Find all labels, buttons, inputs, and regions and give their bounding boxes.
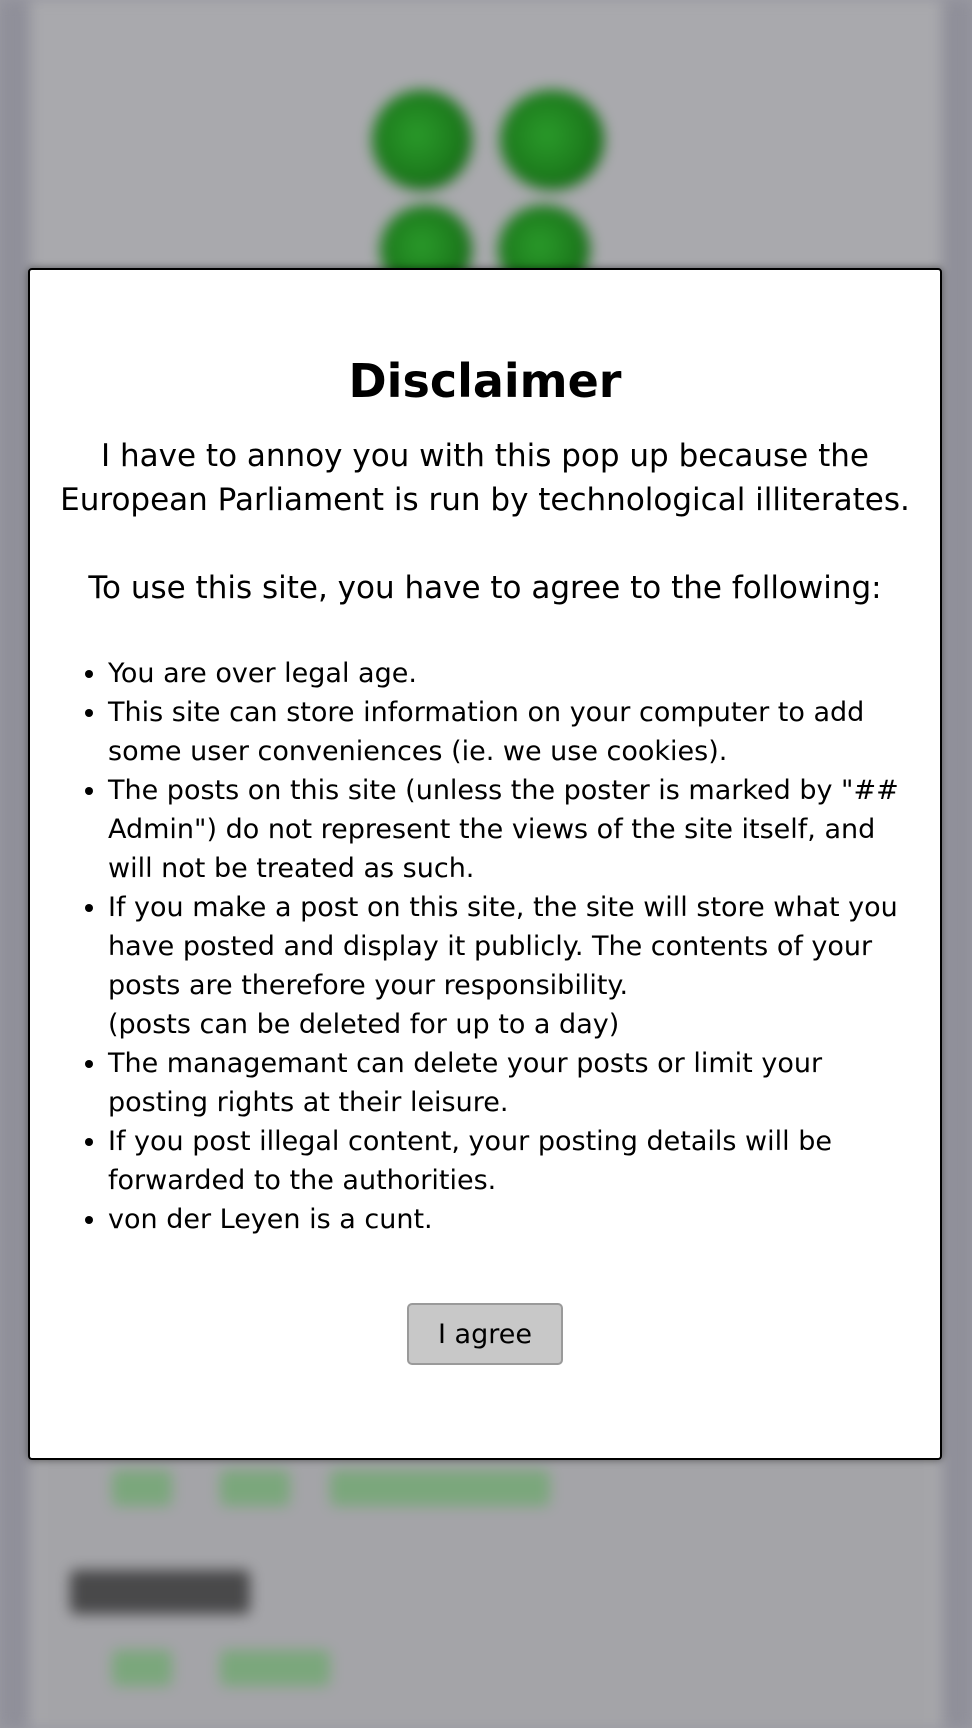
disclaimer-modal	[28, 268, 942, 1460]
agree-button-container	[30, 1303, 940, 1365]
logo-clover-leaf-icon	[372, 90, 472, 190]
term-item	[108, 693, 900, 771]
terms-list	[30, 654, 900, 1239]
background-link	[330, 1470, 550, 1506]
background-link	[220, 1650, 330, 1686]
term-item	[108, 654, 900, 693]
modal-lead-text: To use this site, you have to agree to the following:	[88, 570, 882, 606]
term-item	[108, 771, 900, 888]
term-text: If you make a post on this site, the site will store what you have posted and display it publicly. The contents of your posts are therefore your responsibility.	[108, 892, 898, 1001]
term-text: If you post illegal content, your posting details will be forwarded to the authorities.	[108, 1126, 832, 1196]
modal-intro-text: I have to annoy you with this pop up because the European Parliament is run by technological illiterates.	[60, 438, 910, 518]
background-right-margin	[942, 0, 972, 1728]
term-item	[108, 1122, 900, 1200]
background-link	[220, 1470, 290, 1506]
background-heading	[70, 1570, 250, 1614]
term-item	[108, 1044, 900, 1122]
term-text: von der Leyen is a cunt.	[108, 1204, 433, 1235]
background-link	[112, 1650, 172, 1686]
term-text: The managemant can delete your posts or limit your posting rights at their leisure.	[108, 1048, 823, 1118]
term-text: This site can store information on your computer to add some user conveniences (ie. we use cookies).	[108, 697, 865, 767]
agree-button[interactable]: I agree	[407, 1303, 563, 1365]
term-item	[108, 1200, 900, 1239]
term-note: (posts can be deleted for up to a day)	[108, 1009, 620, 1040]
modal-title: Disclaimer	[348, 354, 622, 408]
logo-clover-leaf-icon	[500, 90, 604, 190]
term-text: The posts on this site (unless the poster is marked by "## Admin") do not represent the views of the site itself, and will not be treated as such.	[108, 775, 899, 884]
term-text: You are over legal age.	[108, 658, 417, 689]
background-left-margin	[0, 0, 30, 1728]
background-link	[112, 1470, 172, 1506]
term-item	[108, 888, 900, 1044]
